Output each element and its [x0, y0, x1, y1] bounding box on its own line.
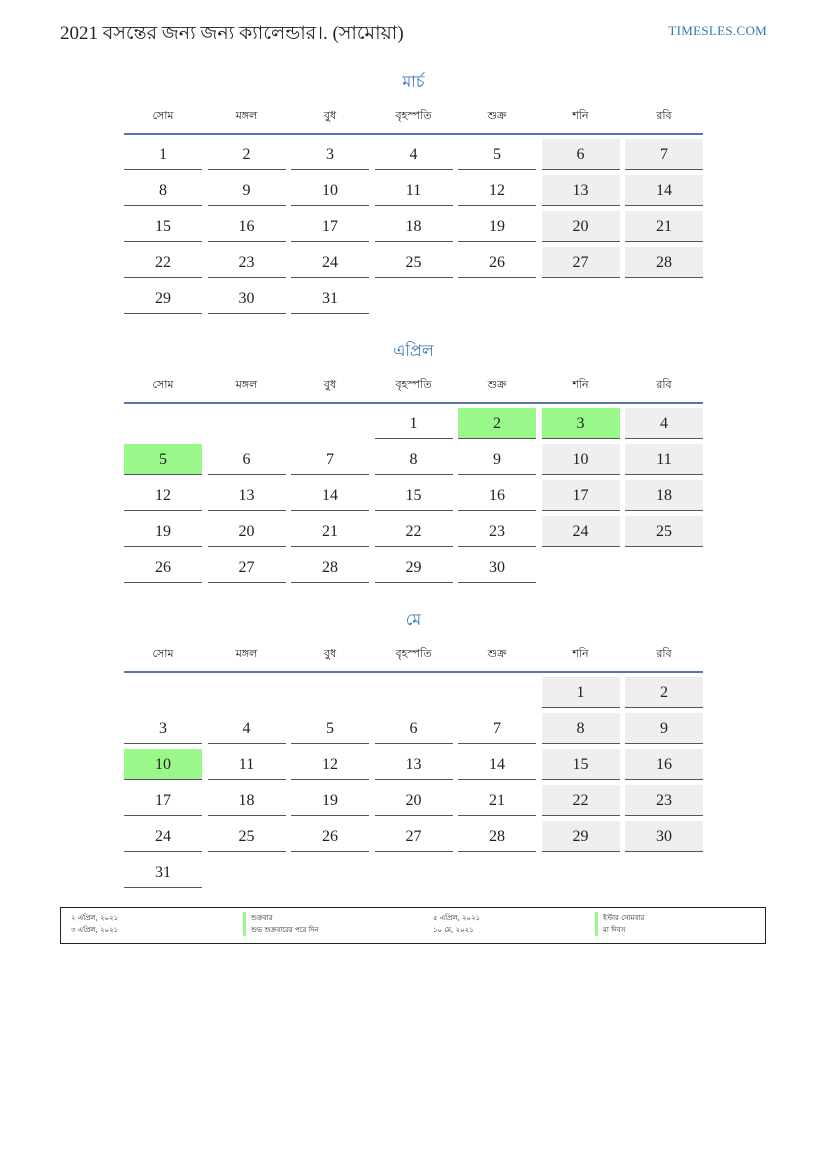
- weekday-label: বুধ: [323, 109, 337, 122]
- weekday-label: মঙ্গল: [235, 109, 258, 122]
- day-cell: 21: [458, 785, 536, 816]
- page-title: 2021 বসন্তের জন্য জন্য ক্যালেন্ডার।. (সামোয়া): [60, 23, 404, 44]
- day-cell: 17: [291, 211, 369, 242]
- day-cell: 31: [124, 857, 202, 888]
- day-cell: 15: [375, 480, 453, 511]
- day-cell: 11: [625, 444, 703, 475]
- day-cell: 23: [458, 516, 536, 547]
- day-cell: 7: [625, 139, 703, 170]
- day-cell: 29: [375, 552, 453, 583]
- day-cell: 20: [542, 211, 620, 242]
- day-cell: 12: [458, 175, 536, 206]
- day-cell: 4: [375, 139, 453, 170]
- day-cell: 19: [124, 516, 202, 547]
- weekday-label: সোম: [152, 378, 174, 391]
- weekday-header: [124, 106, 703, 135]
- day-cell: 1: [375, 408, 453, 439]
- day-cell: 10: [542, 444, 620, 475]
- day-cell: 24: [124, 821, 202, 852]
- day-cell: 28: [625, 247, 703, 278]
- day-cell: 14: [458, 749, 536, 780]
- empty-cell: [208, 677, 286, 708]
- month-title: মার্চ: [402, 72, 425, 91]
- day-cell: 10: [291, 175, 369, 206]
- legend-date: ২ এপ্রিল, ২০২১: [71, 914, 119, 922]
- day-cell: 30: [208, 283, 286, 314]
- day-cell: 14: [625, 175, 703, 206]
- day-cell: 11: [375, 175, 453, 206]
- day-cell: 15: [124, 211, 202, 242]
- empty-cell: [291, 677, 369, 708]
- day-cell: 5: [458, 139, 536, 170]
- day-cell: 25: [208, 821, 286, 852]
- day-cell: 7: [458, 713, 536, 744]
- day-cell: 26: [458, 247, 536, 278]
- weekday-label: মঙ্গল: [235, 647, 258, 660]
- legend-holiday-name: শুভ শুক্রবারের পরে দিন: [243, 924, 433, 936]
- day-cell: 1: [542, 677, 620, 708]
- day-cell: 21: [291, 516, 369, 547]
- day-cell: 9: [625, 713, 703, 744]
- weekday-label: বৃহস্পতি: [395, 378, 432, 391]
- day-cell: 16: [625, 749, 703, 780]
- weekday-label: রবি: [656, 647, 672, 660]
- empty-cell: [458, 677, 536, 708]
- legend-holiday-name: ইস্টার সোমবার: [595, 912, 765, 924]
- day-cell: 17: [124, 785, 202, 816]
- day-cell: 16: [458, 480, 536, 511]
- day-cell: 8: [542, 713, 620, 744]
- day-grid: [124, 408, 703, 588]
- day-cell: 28: [458, 821, 536, 852]
- day-cell: 3: [291, 139, 369, 170]
- day-cell: 17: [542, 480, 620, 511]
- day-cell: 8: [375, 444, 453, 475]
- holiday-day-cell: 5: [124, 444, 202, 475]
- weekday-label: শনি: [572, 647, 589, 660]
- day-cell: 1: [124, 139, 202, 170]
- day-cell: 14: [291, 480, 369, 511]
- day-cell: 13: [208, 480, 286, 511]
- day-cell: 26: [124, 552, 202, 583]
- day-cell: 27: [542, 247, 620, 278]
- day-cell: 6: [542, 139, 620, 170]
- day-cell: 18: [375, 211, 453, 242]
- legend-holiday-name: শুক্রবার: [243, 912, 433, 924]
- day-cell: 30: [458, 552, 536, 583]
- day-cell: 23: [625, 785, 703, 816]
- day-cell: 4: [208, 713, 286, 744]
- day-cell: 13: [542, 175, 620, 206]
- weekday-label: শুক্র: [487, 647, 507, 660]
- day-cell: 29: [542, 821, 620, 852]
- empty-cell: [208, 408, 286, 439]
- month-may: [124, 608, 703, 893]
- day-cell: 20: [208, 516, 286, 547]
- weekday-label: রবি: [656, 109, 672, 122]
- day-cell: 5: [291, 713, 369, 744]
- day-cell: 3: [124, 713, 202, 744]
- weekday-header: [124, 375, 703, 404]
- site-link[interactable]: TIMESLES.COM: [668, 23, 767, 38]
- weekday-label: বুধ: [323, 378, 337, 391]
- day-cell: 29: [124, 283, 202, 314]
- day-cell: 31: [291, 283, 369, 314]
- empty-cell: [124, 408, 202, 439]
- empty-cell: [124, 677, 202, 708]
- day-cell: 25: [625, 516, 703, 547]
- day-cell: 25: [375, 247, 453, 278]
- day-grid: [124, 139, 703, 319]
- day-cell: 19: [291, 785, 369, 816]
- day-cell: 7: [291, 444, 369, 475]
- holiday-day-cell: 3: [542, 408, 620, 439]
- holiday-legend: [60, 907, 766, 944]
- day-cell: 21: [625, 211, 703, 242]
- day-cell: 23: [208, 247, 286, 278]
- month-march: [124, 70, 703, 319]
- weekday-label: শুক্র: [487, 109, 507, 122]
- month-title: এপ্রিল: [393, 341, 434, 360]
- weekday-label: সোম: [152, 647, 174, 660]
- weekday-label: মঙ্গল: [235, 378, 258, 391]
- weekday-label: শনি: [572, 378, 589, 391]
- day-cell: 13: [375, 749, 453, 780]
- month-title: মে: [405, 610, 422, 629]
- day-cell: 28: [291, 552, 369, 583]
- month-april: [124, 339, 703, 588]
- day-cell: 6: [208, 444, 286, 475]
- day-cell: 12: [291, 749, 369, 780]
- weekday-label: শনি: [572, 109, 589, 122]
- weekday-label: সোম: [152, 109, 174, 122]
- day-cell: 22: [124, 247, 202, 278]
- day-cell: 8: [124, 175, 202, 206]
- day-cell: 9: [458, 444, 536, 475]
- day-cell: 4: [625, 408, 703, 439]
- day-cell: 24: [542, 516, 620, 547]
- holiday-day-cell: 2: [458, 408, 536, 439]
- legend-holiday-name: মা দিবস: [595, 924, 765, 936]
- day-cell: 15: [542, 749, 620, 780]
- day-cell: 26: [291, 821, 369, 852]
- weekday-label: শুক্র: [487, 378, 507, 391]
- empty-cell: [291, 408, 369, 439]
- day-cell: 18: [625, 480, 703, 511]
- legend-date: ১০ মে, ২০২১: [433, 926, 474, 934]
- empty-cell: [375, 677, 453, 708]
- day-cell: 22: [375, 516, 453, 547]
- day-cell: 30: [625, 821, 703, 852]
- day-cell: 22: [542, 785, 620, 816]
- day-cell: 6: [375, 713, 453, 744]
- day-cell: 12: [124, 480, 202, 511]
- day-cell: 2: [208, 139, 286, 170]
- holiday-day-cell: 10: [124, 749, 202, 780]
- day-cell: 2: [625, 677, 703, 708]
- weekday-label: বুধ: [323, 647, 337, 660]
- day-cell: 27: [375, 821, 453, 852]
- weekday-label: রবি: [656, 378, 672, 391]
- day-cell: 18: [208, 785, 286, 816]
- day-cell: 27: [208, 552, 286, 583]
- day-cell: 20: [375, 785, 453, 816]
- weekday-label: বৃহস্পতি: [395, 109, 432, 122]
- day-cell: 16: [208, 211, 286, 242]
- day-cell: 19: [458, 211, 536, 242]
- weekday-label: বৃহস্পতি: [395, 647, 432, 660]
- legend-date: ৩ এপ্রিল, ২০২১: [71, 926, 119, 934]
- legend-date: ৫ এপ্রিল, ২০২১: [433, 914, 481, 922]
- day-cell: 9: [208, 175, 286, 206]
- day-cell: 24: [291, 247, 369, 278]
- day-cell: 11: [208, 749, 286, 780]
- weekday-header: [124, 644, 703, 673]
- day-grid: [124, 677, 703, 893]
